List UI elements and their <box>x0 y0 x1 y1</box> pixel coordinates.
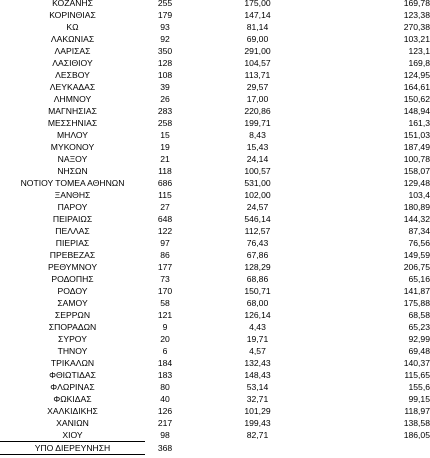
spacer-cell <box>315 429 322 442</box>
spacer-cell <box>185 141 200 153</box>
table-row <box>0 417 430 429</box>
spacer-cell <box>315 285 322 297</box>
per100k-cell: 53,14 <box>246 382 269 392</box>
change-cell: 150,62 <box>403 94 430 104</box>
per100k-cell: 132,43 <box>244 358 271 368</box>
spacer-cell <box>185 321 200 333</box>
change-cell: 87,34 <box>408 226 430 236</box>
table-row <box>0 165 430 177</box>
cases-cell: 118 <box>158 166 172 176</box>
spacer-cell <box>315 69 322 81</box>
spacer-cell <box>185 153 200 165</box>
cases-cell: 27 <box>160 202 170 212</box>
table-row <box>0 141 430 153</box>
per100k-cell: 76,43 <box>246 238 269 248</box>
spacer-cell <box>185 57 200 69</box>
spacer-cell <box>315 117 322 129</box>
per100k-cell: 101,29 <box>244 406 271 416</box>
spacer-cell <box>315 0 322 9</box>
per100k-cell: 175,00 <box>244 0 271 8</box>
spacer-cell <box>185 285 200 297</box>
spacer-cell <box>185 93 200 105</box>
cases-cell: 177 <box>157 262 173 272</box>
per100k-cell: 67,86 <box>246 250 269 260</box>
cases-cell: 183 <box>157 370 173 380</box>
change-cell: 175,88 <box>403 298 430 308</box>
table-row <box>0 333 430 345</box>
table-row <box>0 261 430 273</box>
cases-cell: 21 <box>160 154 170 164</box>
table-row <box>0 273 430 285</box>
spacer-cell <box>315 442 322 455</box>
cases-cell: 92 <box>160 34 170 44</box>
per100k-cell: 32,71 <box>246 394 269 404</box>
spacer-cell <box>185 345 200 357</box>
region-cell: ΜΗΛΟΥ <box>56 130 89 140</box>
spacer-cell <box>315 381 322 393</box>
table-row <box>0 285 430 297</box>
table-row <box>0 381 430 393</box>
table-row <box>0 393 430 405</box>
region-cell: ΚΟΡΙΝΘΙΑΣ <box>49 10 96 20</box>
spacer-cell <box>185 357 200 369</box>
region-cell: ΝΟΤΙΟΥ ΤΟΜΕΑ ΑΘΗΝΩΝ <box>20 178 125 188</box>
region-cell: ΤΗΝΟΥ <box>57 346 88 356</box>
change-cell: 138,58 <box>403 418 430 428</box>
spacer-cell <box>315 357 322 369</box>
region-cell: ΛΕΣΒΟΥ <box>55 70 90 80</box>
spacer-cell <box>315 225 322 237</box>
spacer-cell <box>315 237 322 249</box>
spacer-cell <box>315 273 322 285</box>
spacer-cell <box>185 309 200 321</box>
per100k-cell: 8,43 <box>249 130 266 140</box>
spacer-cell <box>185 393 200 405</box>
region-cell: ΧΙΟΥ <box>62 430 83 440</box>
spacer-cell <box>315 141 322 153</box>
change-cell: 124,95 <box>403 70 430 80</box>
table-row <box>0 429 430 442</box>
spacer-cell <box>185 333 200 345</box>
per100k-cell: 546,14 <box>244 214 271 224</box>
region-cell: ΜΑΓΝΗΣΙΑΣ <box>48 106 97 116</box>
cases-cell: 26 <box>160 94 170 104</box>
spacer-cell <box>315 261 322 273</box>
change-cell: 100,78 <box>403 154 430 164</box>
cases-cell: 128 <box>157 58 173 68</box>
spacer-cell <box>185 213 200 225</box>
region-cell: ΠΕΛΛΑΣ <box>55 226 90 236</box>
per100k-cell: 531,00 <box>244 178 271 188</box>
change-cell: 65,23 <box>408 322 430 332</box>
per100k-cell: 81,14 <box>246 22 269 32</box>
spacer-cell <box>185 369 200 381</box>
region-cell: ΥΠΟ ΔΙΕΡΕΥΝΗΣΗ <box>0 442 145 455</box>
change-cell: 158,07 <box>403 166 430 176</box>
spacer-cell <box>185 9 200 21</box>
cases-cell: 179 <box>157 10 173 20</box>
table-row <box>0 45 430 57</box>
per100k-cell: 24,14 <box>246 154 269 164</box>
cases-cell: 39 <box>160 82 170 92</box>
cases-cell: 73 <box>160 274 170 284</box>
spacer-cell <box>315 177 322 189</box>
cases-cell: 20 <box>160 334 170 344</box>
per100k-cell: 102,00 <box>244 190 271 200</box>
spacer-cell <box>315 321 322 333</box>
cases-cell: 217 <box>157 418 173 428</box>
per100k-cell: 126,14 <box>244 310 271 320</box>
per100k-cell: 82,71 <box>246 430 269 441</box>
change-cell: 92,99 <box>408 334 430 344</box>
per100k-cell: 112,57 <box>244 226 271 236</box>
spacer-cell <box>185 105 200 117</box>
cases-cell: 15 <box>160 130 170 140</box>
table-row <box>0 117 430 129</box>
change-cell: 164,61 <box>403 82 430 92</box>
cases-cell: 97 <box>160 238 170 248</box>
spacer-cell <box>185 33 200 45</box>
table-row <box>0 249 430 261</box>
spacer-cell <box>185 261 200 273</box>
per100k-cell: 100,57 <box>244 166 271 176</box>
spacer-cell <box>185 442 200 455</box>
per100k-cell: 4,57 <box>249 346 266 356</box>
region-cell: ΣΑΜΟΥ <box>57 298 88 308</box>
per100k-cell: 148,43 <box>244 370 271 380</box>
region-cell: ΣΠΟΡΑΔΩΝ <box>48 322 97 332</box>
spacer-cell <box>315 405 322 417</box>
cases-cell: 19 <box>160 142 170 152</box>
table-row <box>0 153 430 165</box>
table-row <box>0 309 430 321</box>
table-row <box>0 69 430 81</box>
cases-cell: 283 <box>157 106 173 116</box>
table-row <box>0 345 430 357</box>
table-row <box>0 369 430 381</box>
change-cell: 169,8 <box>408 58 430 68</box>
table-row <box>0 129 430 141</box>
per100k-cell: 17,00 <box>246 94 269 104</box>
spacer-cell <box>315 189 322 201</box>
spacer-cell <box>315 345 322 357</box>
cases-cell: 6 <box>162 346 168 356</box>
region-cell: ΧΑΝΙΩΝ <box>56 418 89 428</box>
cases-cell: 108 <box>157 70 173 80</box>
change-cell: 140,37 <box>403 358 430 368</box>
spacer-cell <box>315 33 322 45</box>
change-cell: 186,05 <box>403 430 430 441</box>
per100k-cell: 24,57 <box>246 202 269 212</box>
per100k-cell: 104,57 <box>244 58 271 68</box>
change-cell: 123,38 <box>403 10 430 20</box>
table-row <box>0 225 430 237</box>
table-row <box>0 33 430 45</box>
spacer-cell <box>315 57 322 69</box>
spacer-cell <box>185 201 200 213</box>
per100k-cell: 113,71 <box>244 70 271 80</box>
change-cell: 169,78 <box>403 0 430 8</box>
region-cell: ΠΙΕΡΙΑΣ <box>55 238 90 248</box>
region-cell: ΜΕΣΣΗΝΙΑΣ <box>47 118 98 128</box>
spacer-cell <box>185 297 200 309</box>
per100k-cell: 69,00 <box>246 34 269 44</box>
per100k-cell: 199,43 <box>244 418 271 428</box>
spacer-cell <box>185 225 200 237</box>
spacer-cell <box>315 153 322 165</box>
cases-cell: 121 <box>157 310 173 320</box>
table-row <box>0 81 430 93</box>
spacer-cell <box>315 369 322 381</box>
per100k-cell: 147,14 <box>244 10 271 20</box>
table-row <box>0 237 430 249</box>
change-cell: 187,49 <box>403 142 430 152</box>
per100k-cell <box>200 442 315 455</box>
spacer-cell <box>315 393 322 405</box>
table-row <box>0 201 430 213</box>
cases-cell: 368 <box>157 443 173 453</box>
table-row <box>0 321 430 333</box>
change-cell: 270,38 <box>403 22 430 32</box>
table-row <box>0 189 430 201</box>
spacer-cell <box>315 417 322 429</box>
spacer-cell <box>185 117 200 129</box>
per100k-cell: 19,71 <box>246 334 269 344</box>
cases-cell: 58 <box>160 298 170 308</box>
spacer-cell <box>185 189 200 201</box>
change-cell: 68,58 <box>408 310 430 320</box>
region-cell: ΠΑΡΟΥ <box>57 202 88 212</box>
spacer-cell <box>315 45 322 57</box>
region-cell: ΛΑΣΙΘΙΟΥ <box>52 58 93 68</box>
region-cell: ΠΡΕΒΕΖΑΣ <box>49 250 96 260</box>
cases-cell: 98 <box>160 430 170 441</box>
spacer-cell <box>315 297 322 309</box>
cases-cell: 122 <box>157 226 173 236</box>
cases-cell: 115 <box>158 190 172 200</box>
spacer-cell <box>315 105 322 117</box>
region-cell: ΝΗΣΩΝ <box>57 166 88 176</box>
change-cell <box>322 442 430 455</box>
change-cell: 151,03 <box>403 130 430 140</box>
change-cell: 76,56 <box>408 238 430 248</box>
change-cell: 103,21 <box>403 34 430 44</box>
change-cell: 118,97 <box>404 406 430 416</box>
cases-cell: 86 <box>160 250 170 260</box>
per100k-cell: 4,43 <box>249 322 266 332</box>
spacer-cell <box>185 165 200 177</box>
region-cell: ΠΕΙΡΑΙΩΣ <box>52 214 93 224</box>
cases-cell: 184 <box>157 358 173 368</box>
spacer-cell <box>315 249 322 261</box>
change-cell: 206,75 <box>403 262 430 272</box>
change-cell: 149,59 <box>403 250 430 260</box>
table-row <box>0 405 430 417</box>
change-cell: 180,89 <box>403 202 430 212</box>
cases-cell: 686 <box>157 178 173 188</box>
region-cell: ΛΗΜΝΟΥ <box>53 94 92 104</box>
spacer-cell <box>185 381 200 393</box>
spacer-cell <box>185 429 200 442</box>
table-row <box>0 213 430 225</box>
region-cell: ΝΑΞΟΥ <box>57 154 88 164</box>
spacer-cell <box>185 249 200 261</box>
spacer-cell <box>185 21 200 33</box>
per100k-cell: 150,71 <box>244 286 271 296</box>
region-cell: ΚΟΖΑΝΗΣ <box>52 0 93 8</box>
spacer-cell <box>185 405 200 417</box>
change-cell: 155,6 <box>408 382 430 392</box>
region-cell: ΧΑΛΚΙΔΙΚΗΣ <box>47 406 98 416</box>
region-cell: ΣΕΡΡΩΝ <box>54 310 91 320</box>
region-cell: ΡΟΔΟΠΗΣ <box>51 274 94 284</box>
change-cell: 65,16 <box>408 274 430 284</box>
per100k-cell: 15,43 <box>246 142 269 152</box>
region-cell: ΜΥΚΟΝΟΥ <box>50 142 95 152</box>
cases-cell: 93 <box>160 22 170 32</box>
spacer-cell <box>315 309 322 321</box>
spacer-cell <box>315 333 322 345</box>
spacer-cell <box>315 165 322 177</box>
region-cell: ΛΑΡΙΣΑΣ <box>54 46 91 56</box>
spacer-cell <box>315 201 322 213</box>
cases-cell: 255 <box>157 0 173 8</box>
spacer-cell <box>315 93 322 105</box>
region-cell: ΦΩΚΙΔΑΣ <box>53 394 92 404</box>
per100k-cell: 291,00 <box>244 46 271 56</box>
spacer-cell <box>185 237 200 249</box>
per100k-cell: 220,86 <box>244 106 271 116</box>
change-cell: 103,4 <box>408 190 430 200</box>
per100k-cell: 68,86 <box>246 274 269 284</box>
spacer-cell <box>315 81 322 93</box>
per100k-cell: 128,29 <box>244 262 271 272</box>
change-cell: 129,48 <box>403 178 430 188</box>
cases-cell: 80 <box>160 382 170 392</box>
change-cell: 161,3 <box>408 118 430 128</box>
change-cell: 69,48 <box>408 346 430 356</box>
spacer-cell <box>185 417 200 429</box>
spacer-cell <box>315 129 322 141</box>
change-cell: 144,32 <box>403 214 430 224</box>
region-cell: ΦΛΩΡΙΝΑΣ <box>50 382 95 392</box>
spacer-cell <box>185 129 200 141</box>
per100k-cell: 199,71 <box>244 118 271 128</box>
spacer-cell <box>185 273 200 285</box>
region-cell: ΛΕΥΚΑΔΑΣ <box>49 82 96 92</box>
cases-cell: 350 <box>157 46 173 56</box>
region-cell: ΦΘΙΩΤΙΔΑΣ <box>49 370 96 380</box>
change-cell: 99,15 <box>408 394 430 404</box>
region-cell: ΡΟΔΟΥ <box>57 286 88 296</box>
change-cell: 148,94 <box>403 106 430 116</box>
spacer-cell <box>185 81 200 93</box>
spacer-cell <box>315 21 322 33</box>
table-row <box>0 9 430 21</box>
region-cell: ΡΕΘΥΜΝΟΥ <box>47 262 98 272</box>
table-row <box>0 177 430 189</box>
spacer-cell <box>185 177 200 189</box>
change-cell: 141,87 <box>403 286 430 296</box>
table-row <box>0 105 430 117</box>
region-cell: ΛΑΚΩΝΙΑΣ <box>50 34 95 44</box>
table-row <box>0 442 430 455</box>
region-cell: ΞΑΝΘΗΣ <box>54 190 91 200</box>
spacer-cell <box>185 0 200 9</box>
cases-cell: 126 <box>157 406 173 416</box>
cases-cell: 648 <box>157 214 173 224</box>
table-row <box>0 297 430 309</box>
change-cell: 123,1 <box>408 46 430 56</box>
table-row <box>0 357 430 369</box>
per100k-cell: 29,57 <box>246 82 269 92</box>
per100k-cell: 68,00 <box>246 298 269 308</box>
spacer-cell <box>315 9 322 21</box>
region-cell: ΚΩ <box>66 22 79 32</box>
cases-cell: 258 <box>157 118 173 128</box>
spacer-cell <box>315 213 322 225</box>
region-cell: ΣΥΡΟΥ <box>58 334 87 344</box>
region-cell: ΤΡΙΚΑΛΩΝ <box>50 358 95 368</box>
change-cell: 115,65 <box>404 370 430 380</box>
cases-cell: 40 <box>160 394 170 404</box>
table-row <box>0 21 430 33</box>
table-row <box>0 57 430 69</box>
spacer-cell <box>185 69 200 81</box>
cases-cell: 170 <box>157 286 173 296</box>
cases-cell: 9 <box>162 322 168 332</box>
spacer-cell <box>185 45 200 57</box>
table-row <box>0 93 430 105</box>
table-row <box>0 0 430 9</box>
